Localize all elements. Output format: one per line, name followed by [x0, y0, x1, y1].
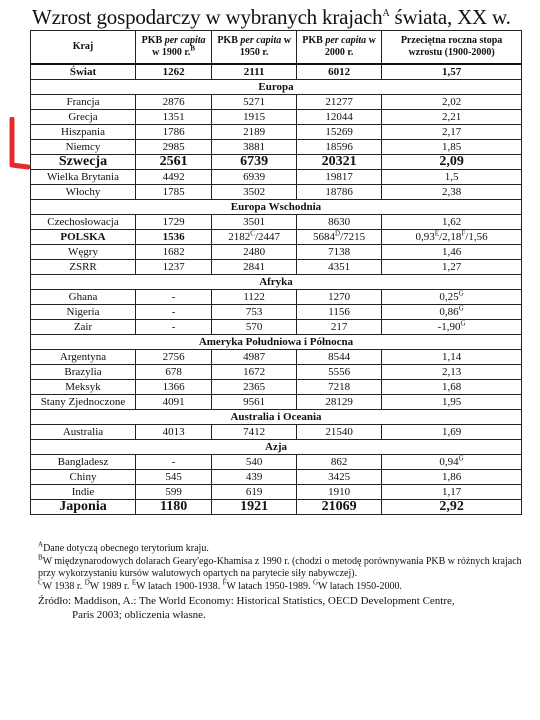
- value-cell: 1682: [136, 245, 212, 260]
- header-row: [31, 31, 522, 65]
- value-cell: $0,93^E/2,18^F/1,56$: [382, 230, 522, 245]
- value-cell: 2,38: [382, 185, 522, 200]
- value-cell: 18596: [297, 140, 382, 155]
- value-cell: 2,02: [382, 95, 522, 110]
- country-cell: Argentyna: [31, 350, 136, 365]
- value-cell: -: [136, 320, 212, 335]
- value-cell: 2480: [212, 245, 297, 260]
- value-cell: 1,69: [382, 425, 522, 440]
- table-row: [31, 500, 522, 515]
- value-cell: 1921: [212, 500, 297, 515]
- value-cell: 1122: [212, 290, 297, 305]
- country-cell: Włochy: [31, 185, 136, 200]
- value-cell: 1786: [136, 125, 212, 140]
- table-row: [31, 455, 522, 470]
- source-note: Źródło: Maddison, A.: The World Economy: Historical Statistics, OECD Development Centre, Paris 2003; obliczenia własne.: [38, 595, 455, 621]
- value-cell: 21540: [297, 425, 382, 440]
- value-cell: 1270: [297, 290, 382, 305]
- page-title: Wzrost gospodarczy w wybranych krajach$^A$ świata, XX w.: [32, 5, 511, 29]
- value-cell: 1351: [136, 110, 212, 125]
- value-cell: 439: [212, 470, 297, 485]
- value-cell: 2756: [136, 350, 212, 365]
- section-row: [31, 335, 522, 350]
- value-cell: 5271: [212, 95, 297, 110]
- value-cell: 1,62: [382, 215, 522, 230]
- table-row: [31, 290, 522, 305]
- country-cell: Japonia: [31, 500, 136, 515]
- country-cell: Grecja: [31, 110, 136, 125]
- section-label: Ameryka Południowa i Północna: [31, 335, 522, 350]
- value-cell: 1,14: [382, 350, 522, 365]
- value-cell: 8544: [297, 350, 382, 365]
- footnote-marker: C: [250, 229, 255, 238]
- table-row: [31, 395, 522, 410]
- value-cell: 1729: [136, 215, 212, 230]
- country-cell: Bangladesz: [31, 455, 136, 470]
- section-label: Afryka: [31, 275, 522, 290]
- table-row: [31, 425, 522, 440]
- value-cell: 1785: [136, 185, 212, 200]
- section-row: [31, 410, 522, 425]
- value-cell: 4013: [136, 425, 212, 440]
- country-cell: Zair: [31, 320, 136, 335]
- table-row: [31, 260, 522, 275]
- value-cell: 4492: [136, 170, 212, 185]
- column-header: PKB per capita w 1950 r.: [212, 31, 297, 65]
- column-header: Kraj: [31, 31, 136, 65]
- footnote: $^A$Dane dotyczą obecnego terytorium kraju.: [38, 540, 209, 554]
- value-cell: 545: [136, 470, 212, 485]
- footnotes: [38, 540, 524, 623]
- section-label: Europa Wschodnia: [31, 200, 522, 215]
- value-cell: 862: [297, 455, 382, 470]
- value-cell: 753: [212, 305, 297, 320]
- value-cell: $0,25^G$: [382, 290, 522, 305]
- value-cell: 20321: [297, 155, 382, 170]
- value-cell: 5556: [297, 365, 382, 380]
- country-cell: Świat: [31, 64, 136, 80]
- footnote-marker: E: [434, 229, 440, 238]
- value-cell: 1,5: [382, 170, 522, 185]
- footnote-marker: G: [458, 289, 464, 298]
- value-cell: 678: [136, 365, 212, 380]
- value-cell: 7138: [297, 245, 382, 260]
- value-cell: $0,94^G$: [382, 455, 522, 470]
- table-row: [31, 125, 522, 140]
- value-cell: 2365: [212, 380, 297, 395]
- table-row: [31, 155, 522, 170]
- value-cell: 1672: [212, 365, 297, 380]
- table-row: [31, 185, 522, 200]
- value-cell: 1180: [136, 500, 212, 515]
- section-label: Azja: [31, 440, 522, 455]
- country-cell: Węgry: [31, 245, 136, 260]
- value-cell: 2189: [212, 125, 297, 140]
- value-cell: 2561: [136, 155, 212, 170]
- value-cell: 1,46: [382, 245, 522, 260]
- country-cell: POLSKA: [31, 230, 136, 245]
- title-footnote-marker: A: [382, 8, 390, 19]
- value-cell: 217: [297, 320, 382, 335]
- value-cell: 2985: [136, 140, 212, 155]
- table-row: [31, 365, 522, 380]
- red-bracket-marker: [8, 117, 30, 173]
- value-cell: -: [136, 290, 212, 305]
- section-label: Australia i Oceania: [31, 410, 522, 425]
- value-cell: 2876: [136, 95, 212, 110]
- footnote: $^B$W międzynarodowych dolarach Geary'ego-Khamisa z 1990 r. (chodzi o metodę porównywania PKB w różnych krajach przy wykorzystaniu kursów walutowych opartych na parytecie siły nabywczej).: [38, 553, 522, 579]
- value-cell: 7218: [297, 380, 382, 395]
- value-cell: 9561: [212, 395, 297, 410]
- table-row: [31, 170, 522, 185]
- footnote-marker: G: [458, 304, 464, 313]
- table-row: [31, 110, 522, 125]
- value-cell: 18786: [297, 185, 382, 200]
- country-cell: Francja: [31, 95, 136, 110]
- value-cell: 3425: [297, 470, 382, 485]
- table-row: [31, 305, 522, 320]
- value-cell: 21277: [297, 95, 382, 110]
- value-cell: 1910: [297, 485, 382, 500]
- value-cell: 1,86: [382, 470, 522, 485]
- table-row: [31, 485, 522, 500]
- value-cell: 570: [212, 320, 297, 335]
- value-cell: 1,68: [382, 380, 522, 395]
- value-cell: $0,86^G$: [382, 305, 522, 320]
- value-cell: 3502: [212, 185, 297, 200]
- country-cell: ZSRR: [31, 260, 136, 275]
- footnote-marker: G: [460, 319, 466, 328]
- value-cell: 2111: [212, 64, 297, 80]
- table-row: [31, 380, 522, 395]
- country-cell: Nigeria: [31, 305, 136, 320]
- table-row: [31, 140, 522, 155]
- section-label: Europa: [31, 80, 522, 95]
- footnote-marker: F: [461, 229, 466, 238]
- value-cell: 15269: [297, 125, 382, 140]
- country-cell: Indie: [31, 485, 136, 500]
- country-cell: Brazylia: [31, 365, 136, 380]
- value-cell: 21069: [297, 500, 382, 515]
- value-cell: 599: [136, 485, 212, 500]
- value-cell: 6012: [297, 64, 382, 80]
- value-cell: 28129: [297, 395, 382, 410]
- country-cell: Niemcy: [31, 140, 136, 155]
- table-row: [31, 470, 522, 485]
- footnote-marker: G: [458, 454, 464, 463]
- country-cell: Czechosłowacja: [31, 215, 136, 230]
- value-cell: 8630: [297, 215, 382, 230]
- value-cell: $2182^C/2447$: [212, 230, 297, 245]
- country-cell: Ghana: [31, 290, 136, 305]
- value-cell: 1,27: [382, 260, 522, 275]
- value-cell: 1536: [136, 230, 212, 245]
- table-row: [31, 215, 522, 230]
- value-cell: 1156: [297, 305, 382, 320]
- country-cell: Stany Zjednoczone: [31, 395, 136, 410]
- value-cell: 4987: [212, 350, 297, 365]
- value-cell: 4351: [297, 260, 382, 275]
- value-cell: 12044: [297, 110, 382, 125]
- column-header: PKB per capita w 2000 r.: [297, 31, 382, 65]
- table-row: [31, 245, 522, 260]
- table-row: [31, 95, 522, 110]
- country-cell: Wielka Brytania: [31, 170, 136, 185]
- gdp-table: [30, 30, 522, 515]
- section-row: [31, 200, 522, 215]
- value-cell: 6739: [212, 155, 297, 170]
- value-cell: 1,17: [382, 485, 522, 500]
- section-row: [31, 440, 522, 455]
- section-row: [31, 80, 522, 95]
- country-cell: Chiny: [31, 470, 136, 485]
- value-cell: -: [136, 455, 212, 470]
- value-cell: 2,21: [382, 110, 522, 125]
- value-cell: 19817: [297, 170, 382, 185]
- value-cell: 1237: [136, 260, 212, 275]
- value-cell: 4091: [136, 395, 212, 410]
- value-cell: $5684^D/7215$: [297, 230, 382, 245]
- value-cell: 2,13: [382, 365, 522, 380]
- value-cell: 7412: [212, 425, 297, 440]
- value-cell: $-1,90^G$: [382, 320, 522, 335]
- value-cell: 6939: [212, 170, 297, 185]
- country-cell: Szwecja: [31, 155, 136, 170]
- column-header: PKB per capita w 1900 r.$^B$: [136, 31, 212, 65]
- value-cell: -: [136, 305, 212, 320]
- country-cell: Meksyk: [31, 380, 136, 395]
- value-cell: 3501: [212, 215, 297, 230]
- value-cell: 1915: [212, 110, 297, 125]
- country-cell: Australia: [31, 425, 136, 440]
- value-cell: 1262: [136, 64, 212, 80]
- footnote-marker: D: [335, 229, 341, 238]
- table-row: [31, 230, 522, 245]
- table-row: [31, 320, 522, 335]
- value-cell: 540: [212, 455, 297, 470]
- column-header: Przeciętna roczna stopa wzrostu (1900-2000): [382, 31, 522, 65]
- value-cell: 1366: [136, 380, 212, 395]
- footnote: $^C$W 1938 r. $^D$W 1989 r. $^E$W latach 1900-1938. $^F$W latach 1950-1989. $^G$W latach 1950-2000.: [38, 578, 402, 592]
- value-cell: 2,17: [382, 125, 522, 140]
- section-row: [31, 275, 522, 290]
- value-cell: 619: [212, 485, 297, 500]
- value-cell: 2841: [212, 260, 297, 275]
- value-cell: 2,09: [382, 155, 522, 170]
- value-cell: 2,92: [382, 500, 522, 515]
- value-cell: 1,57: [382, 64, 522, 80]
- value-cell: 3881: [212, 140, 297, 155]
- country-cell: Hiszpania: [31, 125, 136, 140]
- value-cell: 1,95: [382, 395, 522, 410]
- table-row: [31, 64, 522, 80]
- table-row: [31, 350, 522, 365]
- value-cell: 1,85: [382, 140, 522, 155]
